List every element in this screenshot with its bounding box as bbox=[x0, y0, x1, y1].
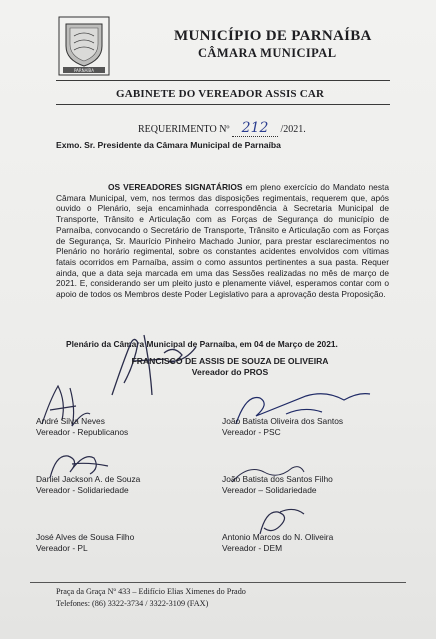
request-text: em pleno exercício do Mandato nesta Câmara Municipal, vem, nos termos das disposições regimentais, requerem que, após ouvido o Plenário, seja encaminhada correspondência à Secretaria Municipal de Transporte, Trânsito e Articulação com as Forças de Segurança do município de Parnaíba, convocando o Secretário de Transporte, Trânsito e Articulação com as Forças de Segurança, Sr. Maurício Pinheiro Machado Junior, para prestar esclarecimentos no Plenário no horário regimental, sobre os constantes acidentes envolvidos com vítimas fatais ocorridos em Parnaíba, assim o como assuntos pertinentes a sua pasta. Requer ainda, que a data seja marcada em uma das Sessões realizadas no mês de março de 2021. E, considerando ser um pleito justo e plenamente viável, esperamos contar com o apoio de todos os Membros deste Poder Legislativo para a aprovação desta Proposição. bbox=[56, 182, 389, 300]
signer-name: André Silva Neves bbox=[36, 416, 105, 426]
main-signer-role: Vereador do PROS bbox=[191, 367, 269, 377]
main-signer-name: FRANCISCO DE ASSIS DE SOUZA DE OLIVEIRA bbox=[131, 356, 329, 366]
requerimento-line bbox=[138, 120, 306, 137]
signer-block bbox=[222, 532, 333, 553]
cabinet-title: GABINETE DO VEREADOR ASSIS CAR bbox=[116, 88, 325, 100]
requerimento-label: REQUERIMENTO Nº bbox=[138, 124, 230, 135]
signer-role: Vereador - PL bbox=[36, 542, 88, 553]
header-divider bbox=[56, 80, 390, 81]
signer-role: Vereador – Solidariedade bbox=[222, 484, 317, 495]
signer-role: Vereador - DEM bbox=[222, 542, 283, 553]
signer-block bbox=[222, 416, 343, 437]
signer-block bbox=[36, 416, 128, 437]
footer-divider bbox=[30, 582, 406, 583]
municipal-coat-of-arms-icon bbox=[58, 16, 110, 76]
seal-text: PARNAÍBA bbox=[73, 68, 95, 73]
signer-block bbox=[36, 532, 134, 553]
municipality-title: MUNICÍPIO DE PARNAÍBA bbox=[174, 28, 372, 44]
signer-name: Antonio Marcos do N. Oliveira bbox=[222, 532, 334, 542]
signer-name: João Batista dos Santos Filho bbox=[222, 474, 333, 484]
requerimento-number: 212 bbox=[232, 120, 278, 137]
signer-role: Vereador - PSC bbox=[222, 426, 281, 437]
signer-block bbox=[222, 474, 333, 495]
signer-name: Daniel Jackson A. de Souza bbox=[36, 474, 141, 484]
request-body bbox=[56, 182, 389, 300]
signer-role: Vereador - Republicanos bbox=[36, 426, 129, 437]
requerimento-year: /2021. bbox=[280, 124, 306, 135]
signer-name: João Batista Oliveira dos Santos bbox=[222, 416, 344, 426]
main-signer-block bbox=[116, 356, 344, 378]
addressee: Exmo. Sr. Presidente da Câmara Municipal de Parnaíba bbox=[56, 140, 281, 150]
footer bbox=[56, 586, 246, 609]
cabinet-divider bbox=[56, 104, 390, 105]
signer-role: Vereador - Solidariedade bbox=[36, 484, 129, 495]
chamber-title: CÂMARA MUNICIPAL bbox=[198, 46, 337, 60]
signatories-heading: OS VEREADORES SIGNATÁRIOS bbox=[108, 182, 243, 192]
signer-name: José Alves de Sousa Filho bbox=[36, 532, 135, 542]
place-date: Plenário da Câmara Municipal de Parnaíba, em 04 de Março de 2021. bbox=[66, 339, 338, 349]
signer-block bbox=[36, 474, 140, 495]
footer-address: Praça da Graça Nº 433 – Edifício Elias Ximenes do Prado bbox=[56, 587, 246, 596]
footer-phones: Telefones: (86) 3322-3734 / 3322-3109 (FAX) bbox=[56, 598, 209, 608]
